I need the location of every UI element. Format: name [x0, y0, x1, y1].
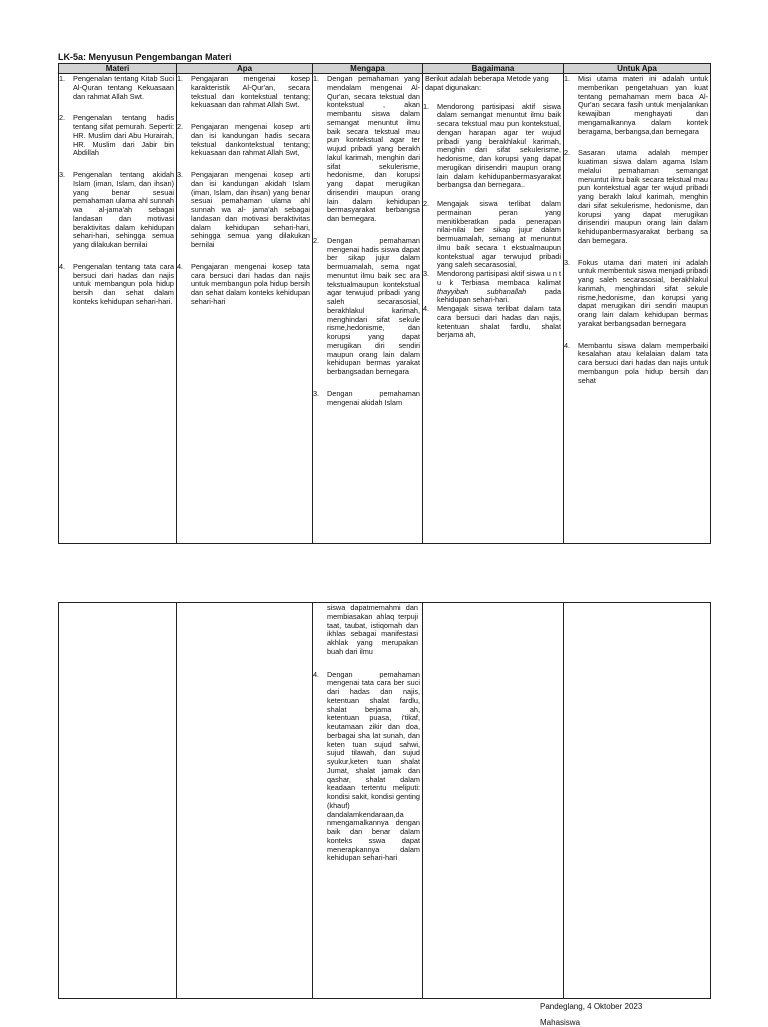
header-untuk-apa: Untuk Apa	[564, 64, 711, 74]
list-item: 4. Pengenalan tentang tata cara bersuci dari hadas dan najis untuk membangun pola hidup bersih dan sehat dalam konteks kehidupan sehari-hari.	[59, 261, 174, 306]
list-item: 2. Dengan pemahaman mengenai hadis siswa dapat ber sikap jujur dalam bermuamalah, sema ngat menuntut ilmu baik sec ara tekstualmaupun kontekstual agar terwujud pribadi yang saleh secarasosial, berakhlakul karimah, menghindari sifat sekule risme,hedonisme, dan korupsi yang dapat merugikan diri sendiri maupun orang lain dalam kehidupan bermas yarakat berbangsadan bernegara	[313, 235, 420, 376]
header-bagaimana: Bagaimana	[423, 64, 564, 74]
list-item: 2. Mengajak siswa terlibat dalam permainan peran yang menitikberatkan pada penerapan nilai-nilai ber sikap jujur dalam bermuamalah, semang at menuntut ilmu baik secara t ekstualmaupun kontekstual agar terwujud pribadi yang saleh secarasosial,	[423, 199, 561, 270]
list-item: 1. Pengenalan tentang Kitab Suci Al-Quran tentang Kekuasaan dan rahmat Allah Swt.	[59, 74, 174, 101]
list-item: 3. Mendorong partisipasi aktif siswa u n t u k Terbiasa membaca kalimat thayyibah subhanallah pada kehidupan sehari-hari.	[423, 269, 562, 305]
place-date: Pandeglang, 4 Oktober 2023	[540, 1002, 643, 1011]
bagaimana-cell	[423, 74, 564, 544]
header-apa: Apa	[177, 64, 313, 74]
materi-cell-empty	[59, 603, 177, 999]
list-item: 1. Misi utama materi ini adalah untuk memberikan pengetahuan yan kuat tentang pemahaman mem baca Al-Qur'an secara fasih untuk menjalankan kewajiban menghayati dan mengamalkannya dalam kontek beragama, berbangsa,dan bernegara	[564, 74, 708, 136]
table-header-row	[59, 64, 711, 74]
list-item: 2. Pengenalan tentang hadis tentang sifat pemurah. Seperti: HR. Muslim dari Abu Hurairah, HR. Muslim dari Jabir bin Abdillah	[59, 113, 174, 158]
list-item: 3. Fokus utama dari materi ini adalah untuk membentuk siswa menjadi pribadi yang saleh secarasosial, berakhlakul karimah, menghindari sifat sekule risme,hedonisme, dan korupsi yang dapat merugikan diri sendiri maupun orang lain dalam kehidupan bermas yarakat berbangsadan bernegara	[564, 257, 708, 328]
signer-label: Mahasiswa	[540, 1018, 581, 1027]
apa-cell-empty	[177, 603, 313, 999]
header-materi: Materi	[59, 64, 177, 74]
bagaimana-intro: Berikut adalah beberapa Metode yang dapat digunakan:	[425, 74, 549, 92]
bagaimana-cell-empty	[423, 603, 564, 999]
list-item: 3. Dengan pemahaman mengenai akidah Islam	[313, 388, 420, 407]
table-row	[59, 74, 711, 544]
list-item: 4. Membantu siswa dalam memperbaiki kesalahan atau kelalaian dalam tata cara bersuci dari hadas dan najis untuk membangun pola hidup bersih dan sehat	[564, 340, 708, 385]
materi-cell	[59, 74, 177, 544]
untuk-apa-cell	[564, 74, 711, 544]
header-mengapa: Mengapa	[313, 64, 423, 74]
mengapa-cell	[313, 603, 423, 999]
apa-cell	[177, 74, 313, 544]
list-item: 3. Pengenalan tentang akidah Islam (iman, Islam, dan ihsan) yang benar sesuai pemahaman ulama ahl sunnah wa al-jama'ah sebagai landasan dan motivasi beraktivitas dalam kehidupan sehari-hari, sehingga semua yang dilakukan bernilai	[59, 170, 174, 249]
table-row	[59, 603, 711, 999]
list-item: 4. Dengan pemahaman mengenai tata cara ber suci dari hadas dan najis, ketentuan shalat fardlu, shalat berjama ah, ketentuan puasa, i'tikaf, keutamaan zikir dan doa, berbagai sha lat sunah, dan keten tuan sujud sahwi, sujud tilawah, dan sujud syukur,keten tuan shalat Jumat, shalat jamak dan qashar, shalat dalam keadaan tertentu meliputi: kondisi sakit, kondisi genting (khauf) dandalamkendaraan,da nmengamalkannya dengan baik dan benar dalam konteks sswa dapat menerapkannya dalam kehidupan sehari-hari	[313, 669, 420, 863]
list-item: 2. Sasaran utama adalah memper kuatiman siswa dalam agama Islam melalui pemahaman semangat menuntut ilmu baik secara tekstual mau pun kontekstual agar ter wujud pribadi yang berakh lakul karimah, menghin dari sifat sekulerisme, hedonisme, dan korupsi yang dapat merugikan dirisendiri maupun orang lain dalam kehidupanbermasyarakat berbang sa dan bernegara.	[564, 148, 708, 245]
material-development-table-continued	[58, 602, 711, 999]
list-item: 3. Pengajaran mengenai kosep arti dan isi kandungan akidah Islam (iman, Islam, dan ihsan) yang benar sesuai pemahaman ulama ahl sunnah wa al- jama'ah sebagai landasan dan motivasi beraktivitas dalam kehidupan sehari-hari, sehingga semua yang dilakukan bernilai	[177, 170, 310, 249]
page-title: LK-5a: Menyusun Pengembangan Materi	[58, 52, 232, 62]
list-item: 1. Dengan pemahaman yang mendalam mengenai Al-Qur'an, secara tekstual dan kontekstual , akan membantu siswa dalam semangat menuntut ilmu baik secara tekstual mau pun kontekstual agar ter wujud pribadi yang berakh lakul karimah, menghin dari sifat sekulerisme, hedonisme, dan korupsi yang dapat merugikan dirisendiri maupun orang lain dalam kehidupan bermasyarakat berbangsa dan bernegara.	[313, 74, 420, 223]
list-item: 4. Mengajak siswa terlibat dalam tata cara bersuci dari hadas dan najis, ketentuan shalat fardlu, shalat berjama ah,	[423, 304, 561, 340]
untuk-apa-cell-empty	[564, 603, 711, 999]
material-development-table	[58, 63, 711, 544]
mengapa-continuation: siswa dapatmemahmi dan membiasakan ahlaq terpuji taat, taubat, istiqomah dan ikhlas sebagai manifestasi akhlak yang merupakan buah dari ilmu	[327, 603, 418, 656]
list-item: 1. Pengajaran mengenai kosep karakteristik Al-Qur'an, secara tekstual dan kontekstual tentang; kekuasaan dan rahmat Allah Swt.	[177, 74, 310, 110]
list-item: 4. Pengajaran mengenai kosep tata cara bersuci dari hadas dan najis untuk membangun pola hidup bersih dan sehat dalam konteks kehidupan sehari-hari	[177, 261, 310, 306]
mengapa-cell	[313, 74, 423, 544]
list-item: 1. Mendorong partisipasi aktif siswa dalam semangat menuntut ilmu baik secara tekstual mau pun kontekstual, dengan harapan agar ter wujud pribadi yang berakhlakul karimah, menghin dari sifat sekulerisme, hedonisme, dan korupsi yang dapat merugikan dirisendiri maupun orang lain dalam kehidupanbermasyarakat berbangsa dan bernegara..	[423, 101, 561, 190]
list-item: 2. Pengajaran mengenai kosep arti dan isi kandungan hadis secara tekstual dankontekstual tentang; kekuasaan dan rahmat Allah Swt,	[177, 122, 310, 158]
